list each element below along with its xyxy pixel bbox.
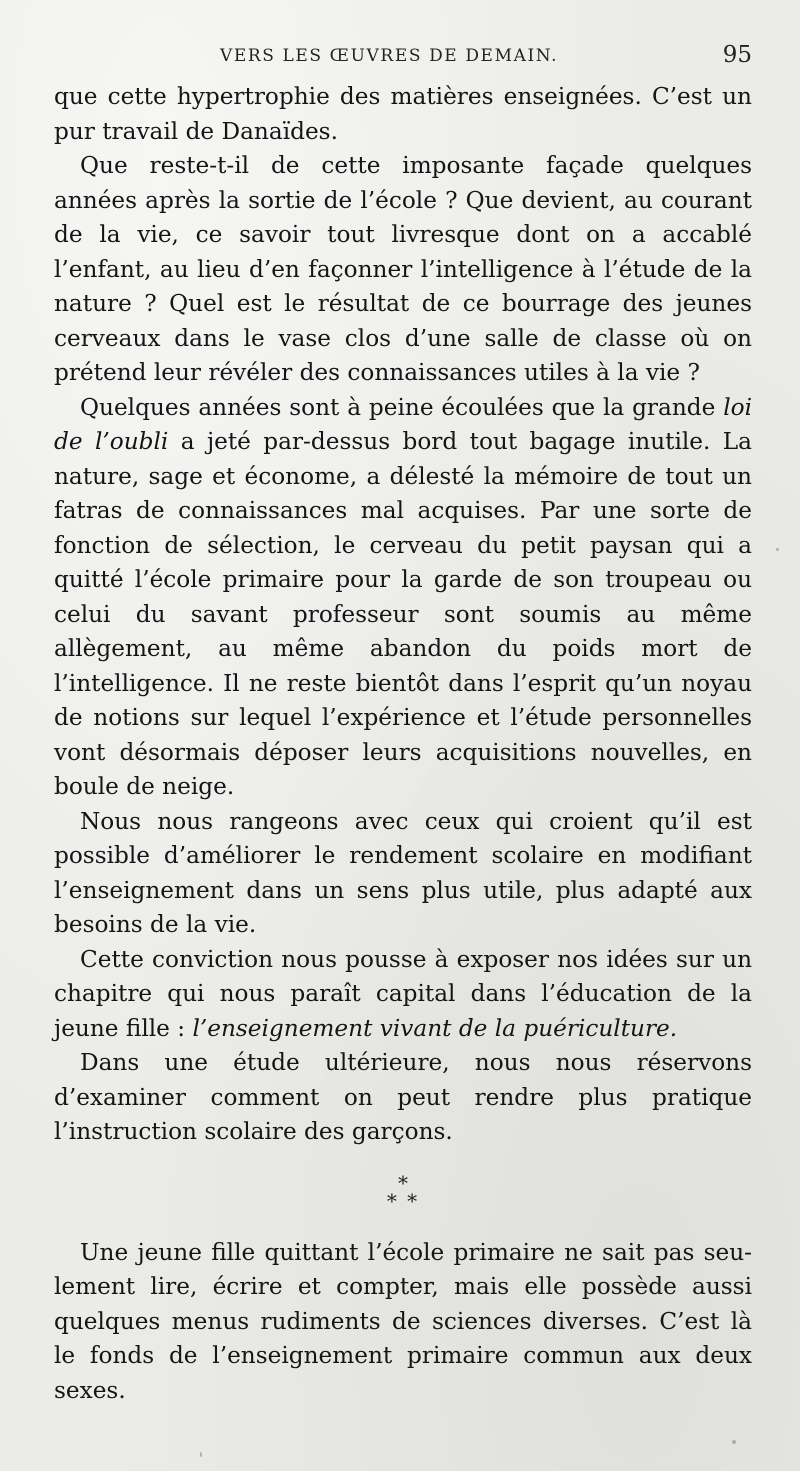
paragraph [54, 391, 752, 805]
asterism-bottom: * * [386, 1188, 420, 1213]
scan-speck [776, 548, 779, 551]
paragraph [54, 1046, 752, 1150]
page-number: 95 [722, 42, 752, 68]
paragraph [54, 805, 752, 943]
text-run: Quelques années sont à peine écoulées que la grande [80, 393, 724, 421]
paragraph [54, 943, 752, 1047]
paragraph [54, 1236, 752, 1409]
scan-speck [200, 1452, 202, 1457]
paragraph [54, 149, 752, 391]
paragraphs-before-separator [54, 80, 752, 1150]
paragraph [54, 80, 752, 149]
page-header [54, 36, 752, 80]
text-run: Dans une étude ultérieure, nous nous réservons d’examiner comment on peut rendre plus pratique l’instruction scolaire des garçons. [54, 1049, 752, 1145]
text-run: Une jeune fille quittant l’école primaire ne sait pas seulement lire, écrire et compter, mais elle possède aussi quelques menus rudiments de sciences diverses. C’est là le fonds de l’enseignement primaire commun aux deux sexes. [54, 1238, 752, 1404]
text-run: a jeté par-dessus bord tout bagage inutile. La nature, sage et économe, a délesté la mémoire de tout un fatras de connaissances mal acquises. Par une sorte de fonction de sélection, le cerveau du petit paysan qui a quitté l’école primaire pour la garde de son troupeau ou celui du savant professeur sont soumis au même allègement, au même abandon du poids mort de l’intelligence. Il ne reste bientôt dans l’esprit qu’un noyau de notions sur lequel l’expérience et l’étude personnelles vont désormais déposer leurs acquisitions nouvelles, en boule de neige. [54, 428, 752, 800]
scan-speck [732, 1440, 736, 1444]
running-head: VERS LES ŒUVRES DE DEMAIN. [220, 46, 559, 66]
asterism-separator [54, 1170, 752, 1226]
text-run: Nous nous rangeons avec ceux qui croient qu’il est possible d’améliorer le rendement scolaire en modifiant l’enseignement dans un sens plus utile, plus adapté aux besoins de la vie. [54, 807, 752, 938]
paragraphs-after-separator [54, 1236, 752, 1409]
body-text [54, 80, 752, 1408]
italic-text-run: l’enseignement vivant de la puériculture. [192, 1014, 678, 1042]
text-run: Cette conviction nous pousse à exposer nos idées sur un chapitre qui nous paraît capital dans l’éducation de la jeune fille : [54, 945, 752, 1042]
text-run: que cette hypertrophie des matières enseignées. C’est un pur travail de Danaïdes. [54, 83, 752, 145]
asterism-top: * [398, 1170, 410, 1195]
italic-text-run: loi de l’oubli [54, 393, 752, 455]
text-run: Que reste-t-il de cette imposante façade quelques années après la sortie de l’école ? Que devient, au courant de la vie, ce savoir tout livresque dont on a accablé l’enfant, au lieu d’en façonner l’intelligence à l’étude de la nature ? Quel est le résultat de ce bourrage des jeunes cerveaux dans le vase clos d’une salle de classe où on prétend leur révéler des connaissances utiles à la vie ? [54, 152, 752, 386]
